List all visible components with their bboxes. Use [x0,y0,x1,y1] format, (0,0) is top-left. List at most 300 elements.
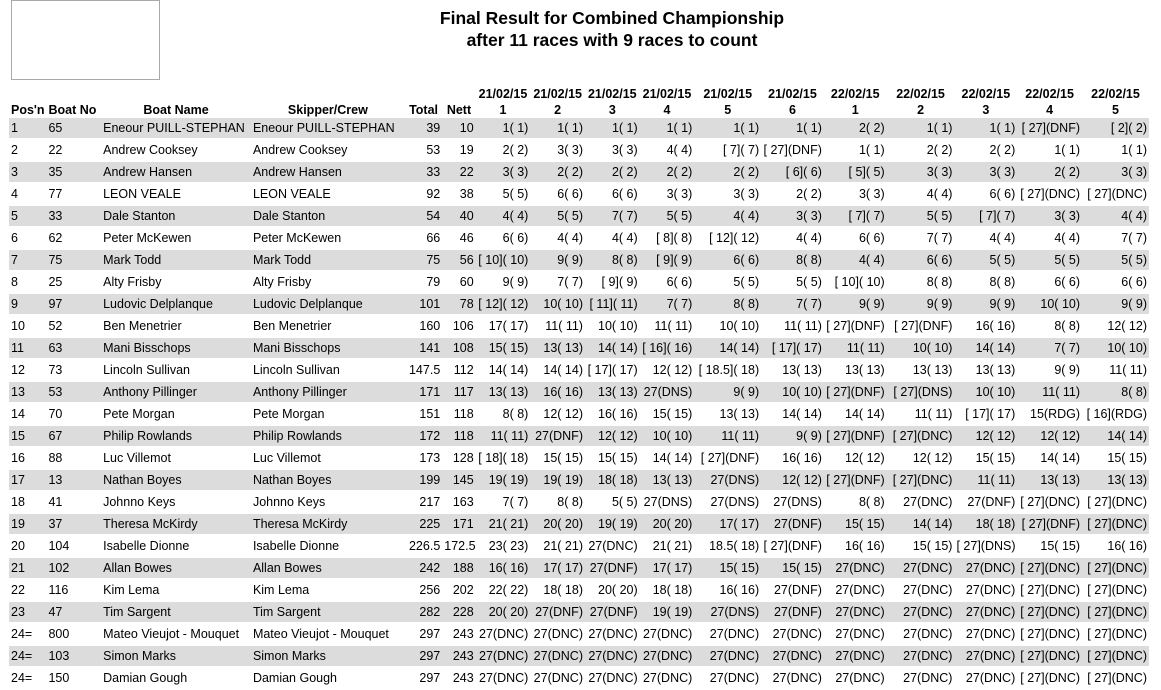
nett-cell: 40 [442,205,475,227]
race-result-cell: 12( 12) [1082,315,1149,337]
race-result-cell: 5( 5) [761,271,824,293]
race-result-cell: 27(DNC) [694,667,761,689]
race-result-cell: 18( 18) [640,579,695,601]
race-number: 1 [851,103,859,117]
race-result-cell: 27(DNC) [640,645,695,667]
race-result-cell: 27(DNC) [887,557,955,579]
boat-name-cell: Isabelle Dionne [101,535,251,557]
race-result-cell: [ 7]( 7) [694,139,761,161]
table-row [9,205,1149,227]
race-result-cell: 14( 14) [585,337,640,359]
header-race-6 [761,86,824,118]
nett-cell: 106 [442,315,475,337]
nett-cell: 145 [442,469,475,491]
total-cell: 172 [405,425,442,447]
race-result-cell: 8( 8) [585,249,640,271]
pos-cell: 19 [9,513,46,535]
page-title [340,7,884,51]
race-result-cell: 27(DNS) [694,601,761,623]
nett-cell: 171 [442,513,475,535]
race-result-cell: 11( 11) [824,337,887,359]
race-result-cell: 15( 15) [640,403,695,425]
header-row [9,86,1149,118]
pos-cell: 4 [9,183,46,205]
race-result-cell: 16( 16) [476,557,531,579]
race-result-cell: 6( 6) [887,249,955,271]
race-result-cell: 27(DNC) [476,645,531,667]
race-result-cell: 1( 1) [476,118,531,139]
race-result-cell: 9( 9) [530,249,585,271]
race-result-cell: 17( 17) [640,557,695,579]
race-result-cell: [ 7]( 7) [954,205,1017,227]
race-date: 22/02/15 [830,87,880,101]
table-row [9,469,1149,491]
total-cell: 297 [405,645,442,667]
boat-no-cell: 33 [46,205,101,227]
race-result-cell: 13( 13) [640,469,695,491]
race-result-cell: 27(DNC) [824,601,887,623]
race-result-cell: 14( 14) [761,403,824,425]
skipper-cell: Mateo Vieujot - Mouquet [251,623,405,645]
race-result-cell: 8( 8) [761,249,824,271]
race-result-cell: 3( 3) [640,183,695,205]
race-result-cell: 27(DNC) [887,601,955,623]
nett-cell: 243 [442,623,475,645]
race-result-cell: 6( 6) [476,227,531,249]
race-result-cell: 6( 6) [1017,271,1082,293]
boat-no-cell: 88 [46,447,101,469]
race-number: 3 [608,103,616,117]
race-result-cell: 20( 20) [530,513,585,535]
race-result-cell: 4( 4) [954,227,1017,249]
race-result-cell: 10( 10) [1082,337,1149,359]
race-result-cell: 7( 7) [761,293,824,315]
total-cell: 75 [405,249,442,271]
race-date: 22/02/15 [961,87,1011,101]
race-result-cell: 17( 17) [530,557,585,579]
race-result-cell: 5( 5) [1017,249,1082,271]
total-cell: 256 [405,579,442,601]
race-date: 21/02/15 [533,87,582,101]
race-result-cell: 10( 10) [694,315,761,337]
race-result-cell: [ 11]( 11) [585,293,640,315]
race-result-cell: 4( 4) [824,249,887,271]
race-result-cell: 7( 7) [640,293,695,315]
race-result-cell: 4( 4) [761,227,824,249]
race-result-cell: [ 18.5]( 18) [694,359,761,381]
header-nett: Nett [446,103,472,117]
race-result-cell: [ 27](DNS) [887,381,955,403]
table-row [9,293,1149,315]
race-result-cell: [ 8]( 8) [640,227,695,249]
race-result-cell: 13( 13) [761,359,824,381]
boat-name-cell: Mani Bisschops [101,337,251,359]
table-row [9,337,1149,359]
race-result-cell: 27(DNF) [954,491,1017,513]
race-result-cell: 27(DNC) [954,601,1017,623]
boat-no-cell: 800 [46,623,101,645]
race-result-cell: 14( 14) [1082,425,1149,447]
skipper-cell: Pete Morgan [251,403,405,425]
pos-cell: 24= [9,645,46,667]
race-result-cell: 27(DNF) [530,425,585,447]
total-cell: 39 [405,118,442,139]
total-cell: 151 [405,403,442,425]
race-result-cell: 21( 21) [530,535,585,557]
race-number: 6 [789,103,796,117]
boat-no-cell: 25 [46,271,101,293]
race-result-cell: [ 17]( 17) [954,403,1017,425]
boat-name-cell: Johnno Keys [101,491,251,513]
boat-name-cell: Lincoln Sullivan [101,359,251,381]
boat-no-cell: 22 [46,139,101,161]
race-result-cell: 9( 9) [1017,359,1082,381]
race-result-cell: 11( 11) [694,425,761,447]
boat-name-cell: Pete Morgan [101,403,251,425]
race-result-cell: 27(DNF) [761,513,824,535]
race-result-cell: 14( 14) [694,337,761,359]
race-result-cell: [ 27](DNC) [1082,183,1149,205]
table-row [9,161,1149,183]
race-result-cell: 27(DNF) [761,601,824,623]
race-result-cell: 15( 15) [887,535,955,557]
race-result-cell: 27(DNC) [585,623,640,645]
race-result-cell: [ 27](DNF) [824,425,887,447]
race-result-cell: [ 9]( 9) [585,271,640,293]
race-result-cell: 3( 3) [761,205,824,227]
race-result-cell: 13( 13) [824,359,887,381]
race-result-cell: 27(DNC) [640,667,695,689]
race-result-cell: 3( 3) [824,183,887,205]
race-result-cell: 8( 8) [694,293,761,315]
skipper-cell: Isabelle Dionne [251,535,405,557]
skipper-cell: Anthony Pillinger [251,381,405,403]
race-result-cell: 9( 9) [887,293,955,315]
boat-name-cell: Simon Marks [101,645,251,667]
race-result-cell: [ 27](DNF) [824,381,887,403]
total-cell: 225 [405,513,442,535]
race-result-cell: [ 27](DNF) [694,447,761,469]
race-result-cell: 10( 10) [640,425,695,447]
race-result-cell: 4( 4) [585,227,640,249]
race-number: 2 [554,103,562,117]
boat-name-cell: Ben Menetrier [101,315,251,337]
boat-name-cell: Dale Stanton [101,205,251,227]
race-result-cell: 27(DNF) [585,557,640,579]
table-row [9,447,1149,469]
race-number: 4 [663,103,671,117]
race-result-cell: 1( 1) [954,118,1017,139]
table-row [9,403,1149,425]
total-cell: 199 [405,469,442,491]
table-row [9,557,1149,579]
race-result-cell: [ 12]( 12) [476,293,531,315]
race-result-cell: [ 9]( 9) [640,249,695,271]
race-result-cell: [ 27](DNC) [1082,579,1149,601]
race-result-cell: 1( 1) [585,118,640,139]
race-result-cell: 8( 8) [887,271,955,293]
table-row [9,645,1149,667]
boat-no-cell: 52 [46,315,101,337]
logo-placeholder [11,0,160,80]
race-result-cell: [ 27](DNC) [1082,623,1149,645]
race-result-cell: 16( 16) [530,381,585,403]
race-result-cell: 5( 5) [1082,249,1149,271]
race-result-cell: [ 12]( 12) [694,227,761,249]
race-result-cell: [ 27](DNC) [887,425,955,447]
race-result-cell: 10( 10) [887,337,955,359]
title-line-2: after 11 races with 9 races to count [466,30,758,50]
boat-no-cell: 116 [46,579,101,601]
race-result-cell: 2( 2) [530,161,585,183]
race-result-cell: 19( 19) [476,469,531,491]
total-cell: 242 [405,557,442,579]
nett-cell: 188 [442,557,475,579]
boat-name-cell: Philip Rowlands [101,425,251,447]
race-result-cell: 13( 13) [585,381,640,403]
total-cell: 297 [405,623,442,645]
race-result-cell: 18( 18) [954,513,1017,535]
race-result-cell: 27(DNS) [640,381,695,403]
table-row [9,623,1149,645]
race-result-cell: 7( 7) [887,227,955,249]
race-result-cell: 27(DNC) [954,645,1017,667]
race-result-cell: 14( 14) [530,359,585,381]
race-result-cell: [ 27](DNC) [1017,183,1082,205]
pos-cell: 8 [9,271,46,293]
race-result-cell: 15(RDG) [1017,403,1082,425]
race-result-cell: 8( 8) [1082,381,1149,403]
race-result-cell: 27(DNC) [585,645,640,667]
boat-no-cell: 35 [46,161,101,183]
pos-cell: 2 [9,139,46,161]
pos-cell: 24= [9,667,46,689]
skipper-cell: Johnno Keys [251,491,405,513]
race-result-cell: 27(DNC) [761,623,824,645]
total-cell: 173 [405,447,442,469]
skipper-cell: Theresa McKirdy [251,513,405,535]
race-result-cell: 16( 16) [1082,535,1149,557]
pos-cell: 5 [9,205,46,227]
race-result-cell: 2( 2) [887,139,955,161]
race-result-cell: 11( 11) [530,315,585,337]
nett-cell: 10 [442,118,475,139]
header-pos: Pos'n [11,103,45,117]
race-result-cell: [ 5]( 5) [824,161,887,183]
race-result-cell: [ 27](DNF) [761,535,824,557]
table-row [9,601,1149,623]
race-result-cell: [ 27](DNF) [887,315,955,337]
race-result-cell: 27(DNC) [761,645,824,667]
race-result-cell: 10( 10) [954,381,1017,403]
race-result-cell: [ 16](RDG) [1082,403,1149,425]
race-result-cell: 2( 2) [585,161,640,183]
skipper-cell: Peter McKewen [251,227,405,249]
boat-name-cell: Mateo Vieujot - Mouquet [101,623,251,645]
skipper-cell: Nathan Boyes [251,469,405,491]
race-number: 1 [499,103,507,117]
pos-cell: 17 [9,469,46,491]
skipper-cell: Alty Frisby [251,271,405,293]
results-table [9,86,1149,690]
header-race-10 [1017,86,1082,118]
race-result-cell: [ 27](DNC) [1017,579,1082,601]
race-result-cell: [ 27](DNF) [1017,118,1082,139]
pos-cell: 20 [9,535,46,557]
race-result-cell: 2( 2) [640,161,695,183]
boat-no-cell: 75 [46,249,101,271]
race-result-cell: 15( 15) [1082,447,1149,469]
nett-cell: 117 [442,381,475,403]
race-result-cell: 20( 20) [585,579,640,601]
race-result-cell: 3( 3) [1082,161,1149,183]
table-row [9,535,1149,557]
boat-no-cell: 104 [46,535,101,557]
header-race-3 [585,86,640,118]
pos-cell: 13 [9,381,46,403]
header-race-1 [476,86,531,118]
race-result-cell: 11( 11) [476,425,531,447]
race-date: 21/02/15 [478,87,528,101]
race-result-cell: [ 27](DNF) [824,315,887,337]
boat-no-cell: 41 [46,491,101,513]
race-result-cell: 11( 11) [761,315,824,337]
race-result-cell: 13( 13) [1017,469,1082,491]
nett-cell: 60 [442,271,475,293]
race-result-cell: 7( 7) [476,491,531,513]
skipper-cell: Mark Todd [251,249,405,271]
header-boat-no: Boat No [48,103,97,117]
table-row [9,249,1149,271]
boat-no-cell: 53 [46,381,101,403]
race-date: 21/02/15 [768,87,817,101]
race-result-cell: 5( 5) [585,491,640,513]
race-result-cell: 1( 1) [1017,139,1082,161]
total-cell: 160 [405,315,442,337]
race-result-cell: 9( 9) [1082,293,1149,315]
race-result-cell: 12( 12) [530,403,585,425]
race-result-cell: 12( 12) [585,425,640,447]
race-result-cell: [ 27](DNC) [1017,491,1082,513]
boat-name-cell: Luc Villemot [101,447,251,469]
race-result-cell: 15( 15) [824,513,887,535]
pos-cell: 9 [9,293,46,315]
race-result-cell: [ 27](DNC) [1082,557,1149,579]
race-result-cell: 9( 9) [954,293,1017,315]
nett-cell: 228 [442,601,475,623]
race-result-cell: 5( 5) [530,205,585,227]
boat-name-cell: LEON VEALE [101,183,251,205]
boat-name-cell: Ludovic Delplanque [101,293,251,315]
race-result-cell: 14( 14) [476,359,531,381]
race-result-cell: [ 27](DNC) [887,469,955,491]
race-result-cell: 27(DNC) [761,667,824,689]
total-cell: 79 [405,271,442,293]
pos-cell: 12 [9,359,46,381]
header-race-4 [640,86,695,118]
boat-name-cell: Andrew Hansen [101,161,251,183]
title-line-1: Final Result for Combined Championship [439,8,785,28]
race-result-cell: 3( 3) [954,161,1017,183]
race-result-cell: [ 27](DNF) [1017,513,1082,535]
race-result-cell: 27(DNC) [887,667,955,689]
race-result-cell: 14( 14) [1017,447,1082,469]
race-result-cell: 4( 4) [530,227,585,249]
boat-no-cell: 62 [46,227,101,249]
boat-name-cell: Andrew Cooksey [101,139,251,161]
race-result-cell: 5( 5) [476,183,531,205]
pos-cell: 1 [9,118,46,139]
skipper-cell: Allan Bowes [251,557,405,579]
race-date: 21/02/15 [703,87,753,101]
nett-cell: 128 [442,447,475,469]
race-result-cell: 6( 6) [954,183,1017,205]
race-result-cell: 27(DNF) [585,601,640,623]
nett-cell: 108 [442,337,475,359]
race-result-cell: 15( 15) [585,447,640,469]
header-race-8 [887,86,955,118]
race-result-cell: 4( 4) [1082,205,1149,227]
header-total: Total [409,103,438,117]
header-race-11 [1082,86,1149,118]
race-result-cell: [ 27](DNC) [1082,667,1149,689]
boat-name-cell: Damian Gough [101,667,251,689]
total-cell: 92 [405,183,442,205]
race-result-cell: 27(DNF) [761,579,824,601]
race-result-cell: [ 27](DNC) [1017,667,1082,689]
boat-no-cell: 77 [46,183,101,205]
race-result-cell: 15( 15) [694,557,761,579]
race-result-cell: 27(DNC) [585,535,640,557]
header-race-7 [824,86,887,118]
race-result-cell: 27(DNC) [887,623,955,645]
boat-no-cell: 47 [46,601,101,623]
race-result-cell: 27(DNS) [694,469,761,491]
skipper-cell: Tim Sargent [251,601,405,623]
race-result-cell: 15( 15) [476,337,531,359]
race-result-cell: 10( 10) [530,293,585,315]
skipper-cell: Dale Stanton [251,205,405,227]
race-result-cell: [ 27](DNF) [761,139,824,161]
race-result-cell: 27(DNC) [640,623,695,645]
race-result-cell: 11( 11) [887,403,955,425]
nett-cell: 38 [442,183,475,205]
boat-no-cell: 97 [46,293,101,315]
race-result-cell: 13( 13) [887,359,955,381]
boat-no-cell: 65 [46,118,101,139]
race-result-cell: 2( 2) [761,183,824,205]
race-result-cell: 15( 15) [954,447,1017,469]
race-result-cell: 21( 21) [476,513,531,535]
nett-cell: 163 [442,491,475,513]
race-result-cell: 19( 19) [530,469,585,491]
race-result-cell: 7( 7) [1082,227,1149,249]
pos-cell: 7 [9,249,46,271]
race-result-cell: 20( 20) [640,513,695,535]
total-cell: 66 [405,227,442,249]
table-row [9,118,1149,139]
race-result-cell: 3( 3) [476,161,531,183]
nett-cell: 112 [442,359,475,381]
table-row [9,183,1149,205]
race-result-cell: 8( 8) [476,403,531,425]
pos-cell: 11 [9,337,46,359]
race-result-cell: 12( 12) [954,425,1017,447]
total-cell: 53 [405,139,442,161]
table-row [9,271,1149,293]
race-number: 5 [1112,103,1119,117]
race-result-cell: 27(DNC) [887,491,955,513]
